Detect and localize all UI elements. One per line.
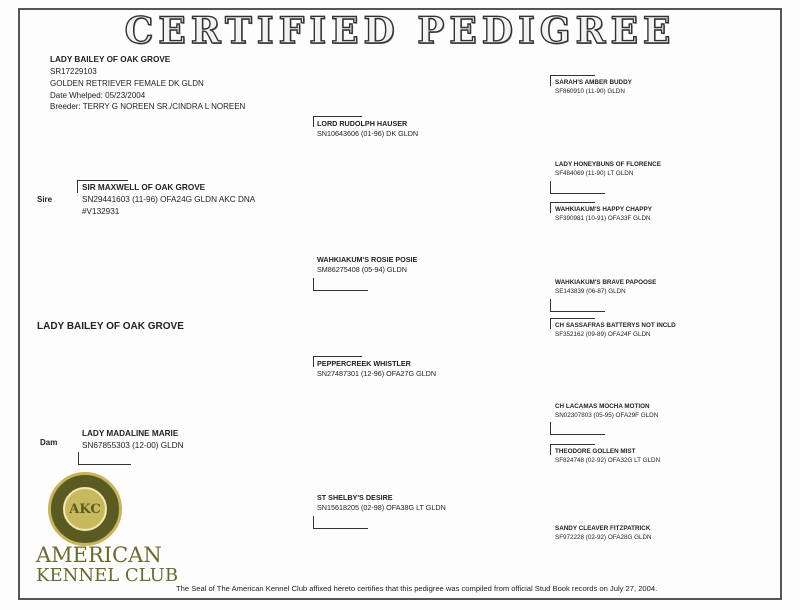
akc-seal-logo	[48, 472, 122, 546]
date-whelped: Date Whelped: 05/23/2004	[50, 91, 146, 100]
gen2-name: ST SHELBY'S DESIRE	[317, 493, 393, 502]
dam-label: Dam	[40, 438, 58, 447]
gen2-info: SN15618205 (02-98) OFA38G LT GLDN	[317, 503, 446, 512]
gen3-name: THEODORE GOLLEN MIST	[555, 448, 636, 455]
sire-label: Sire	[37, 195, 53, 204]
breeder: Breeder: TERRY G NOREEN SR./CINDRA L NOREEN	[50, 102, 246, 111]
akc-seal-center: AKC	[63, 487, 107, 531]
gen3-bracket	[550, 422, 605, 435]
gen3-name: SARAH'S AMBER BUDDY	[555, 79, 632, 86]
dog-breed-sex: GOLDEN RETRIEVER FEMALE DK GLDN	[50, 79, 204, 88]
gen3-info: SF352162 (09-89) OFA24F GLDN	[555, 331, 651, 338]
dam-bracket	[78, 452, 131, 465]
gen3-bracket	[550, 181, 605, 194]
certificate-title: CERTIFIED PEDIGREE	[124, 10, 676, 52]
gen2-name: WAHKIAKUM'S ROSIE POSIE	[317, 255, 418, 264]
gen3-name: WAHKIAKUM'S BRAVE PAPOOSE	[555, 279, 657, 286]
gen3-info: SF972228 (02-92) OFA28G GLDN	[555, 534, 652, 541]
gen3-info: SF484069 (11-90) LT GLDN	[555, 170, 634, 177]
akc-logo-line2: KENNEL CLUB	[36, 565, 179, 586]
gen3-name: CH LACAMAS MOCHA MOTION	[555, 403, 650, 410]
dam-info: SN67855303 (12-00) GLDN	[82, 441, 184, 450]
gen2-bracket	[313, 516, 368, 529]
gen3-name: WAHKIAKUM'S HAPPY CHAPPY	[555, 206, 652, 213]
gen2-name: PEPPERCREEK WHISTLER	[317, 359, 411, 368]
gen3-info: SF390981 (10-91) OFA33F GLDN	[555, 215, 651, 222]
sire-info: SN29441603 (11-96) OFA24G GLDN AKC DNA	[82, 195, 256, 204]
gen3-bracket	[550, 299, 605, 312]
gen3-name: SANDY CLEAVER FITZPATRICK	[555, 525, 651, 532]
dog-name-header: LADY BAILEY OF OAK GROVE	[50, 55, 171, 64]
sire-name: SIR MAXWELL OF OAK GROVE	[82, 183, 206, 192]
gen3-info: SE143839 (06-87) GLDN	[555, 288, 626, 295]
gen3-name: LADY HONEYBUNS OF FLORENCE	[555, 161, 661, 168]
subject-dog-name: LADY BAILEY OF OAK GROVE	[37, 321, 184, 332]
gen2-info: SN10643606 (01-96) DK GLDN	[317, 129, 419, 138]
akc-logo-line1: AMERICAN	[36, 543, 162, 567]
dam-name: LADY MADALINE MARIE	[82, 429, 179, 438]
gen3-info: SF860910 (11-90) GLDN	[555, 88, 625, 95]
sire-dna: #V132931	[82, 207, 120, 216]
gen2-name: LORD RUDOLPH HAUSER	[317, 119, 408, 128]
dog-registration: SR17229103	[50, 67, 97, 76]
gen3-info: SN02307803 (05-95) OFA29F GLDN	[555, 412, 659, 419]
gen3-name: CH SASSAFRAS BATTERYS NOT INCLD	[555, 322, 676, 329]
certification-footer: The Seal of The American Kennel Club affixed hereto certifies that this pedigree was compiled from official Stud Book records on July 27, 2004.	[176, 584, 658, 593]
gen3-info: SF824748 (02-92) OFA32G LT GLDN	[555, 457, 661, 464]
gen2-info: SM86275408 (05-94) GLDN	[317, 265, 407, 274]
gen2-bracket	[313, 278, 368, 291]
gen2-info: SN27487301 (12-96) OFA27G GLDN	[317, 369, 437, 378]
